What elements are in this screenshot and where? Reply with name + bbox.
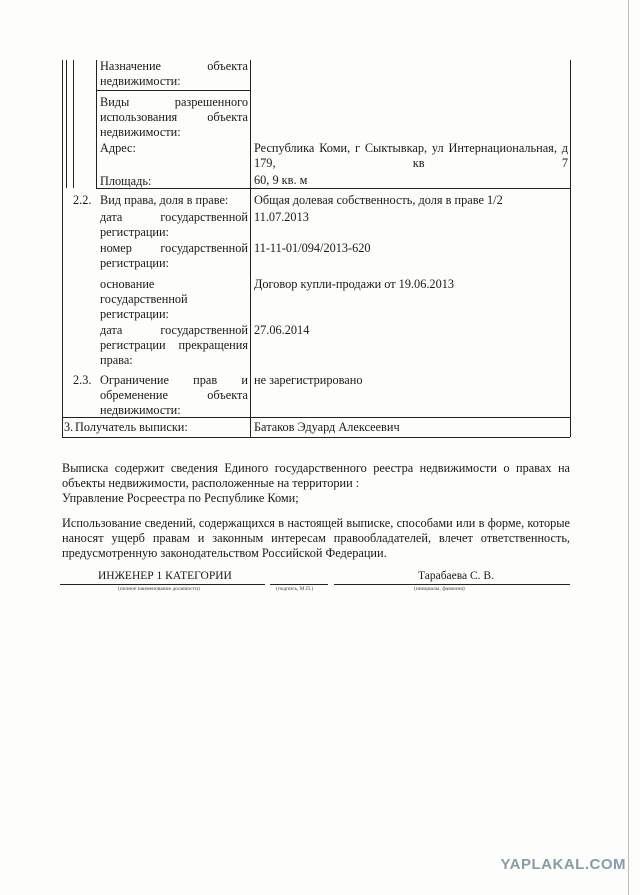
row-label: Площадь: xyxy=(100,174,152,188)
liability-notice: Использование сведений, содержащихся в настоящей выписке, способами или в форме, которые наносят ущерб правам и законным интересам правообладателей, влечет ответственность, предусмотренную законодательством Российской Федерации. xyxy=(62,516,570,560)
signer-name: Тарабаева С. В. xyxy=(418,570,494,582)
sign-caption: (подпись, М.П.) xyxy=(276,586,314,592)
row-number: 2.2. xyxy=(73,193,92,207)
row-label: Ограничение прав и обременение объекта недвижимости: xyxy=(100,373,248,417)
row-value: 11.07.2013 xyxy=(254,210,309,224)
row-value: не зарегистрировано xyxy=(254,373,363,387)
row-label: Виды разрешенного использования объекта недвижимости: xyxy=(100,95,248,139)
row-number: 3. xyxy=(64,420,74,434)
row-value: 60, 9 кв. м xyxy=(254,173,308,187)
row-value: Общая долевая собственность, доля в праве 1/2 xyxy=(254,193,503,207)
registry-office: Управление Росреестра по Республике Коми; xyxy=(62,491,299,505)
row-value: Договор купли-продажи от 19.06.2013 xyxy=(254,277,455,291)
row-label: Адрес: xyxy=(100,141,136,155)
row-value: Республика Коми, г Сыктывкар, ул Интернациональная, д 179, кв 7 xyxy=(254,141,568,170)
row-value: Батаков Эдуард Алексеевич xyxy=(254,420,400,434)
name-caption: (инициалы, фамилия) xyxy=(414,586,465,592)
watermark-logo: YAPLAKAL.COM xyxy=(500,856,626,873)
row-label: Назначение объекта недвижимости: xyxy=(100,59,248,88)
row-label: Вид права, доля в праве: xyxy=(100,193,229,207)
row-number: 2.3. xyxy=(73,373,92,387)
registry-statement: Выписка содержит сведения Единого государственного реестра недвижимости о правах на объекты недвижимости, расположенные на территории : xyxy=(62,461,570,490)
row-label: основание государственной регистрации: xyxy=(100,277,188,321)
row-label: дата государственной регистрации прекращения права: xyxy=(100,323,248,367)
row-value: 11-11-01/094/2013-620 xyxy=(254,241,371,255)
position-caption: (полное наименование должности) xyxy=(118,586,200,592)
row-label: номер государственной регистрации: xyxy=(100,241,248,270)
row-label: дата государственной регистрации: xyxy=(100,210,248,239)
row-label: Получатель выписки: xyxy=(75,420,188,434)
page-edge xyxy=(628,0,629,895)
signer-position: ИНЖЕНЕР 1 КАТЕГОРИИ xyxy=(98,570,232,582)
row-value: 27.06.2014 xyxy=(254,323,310,337)
